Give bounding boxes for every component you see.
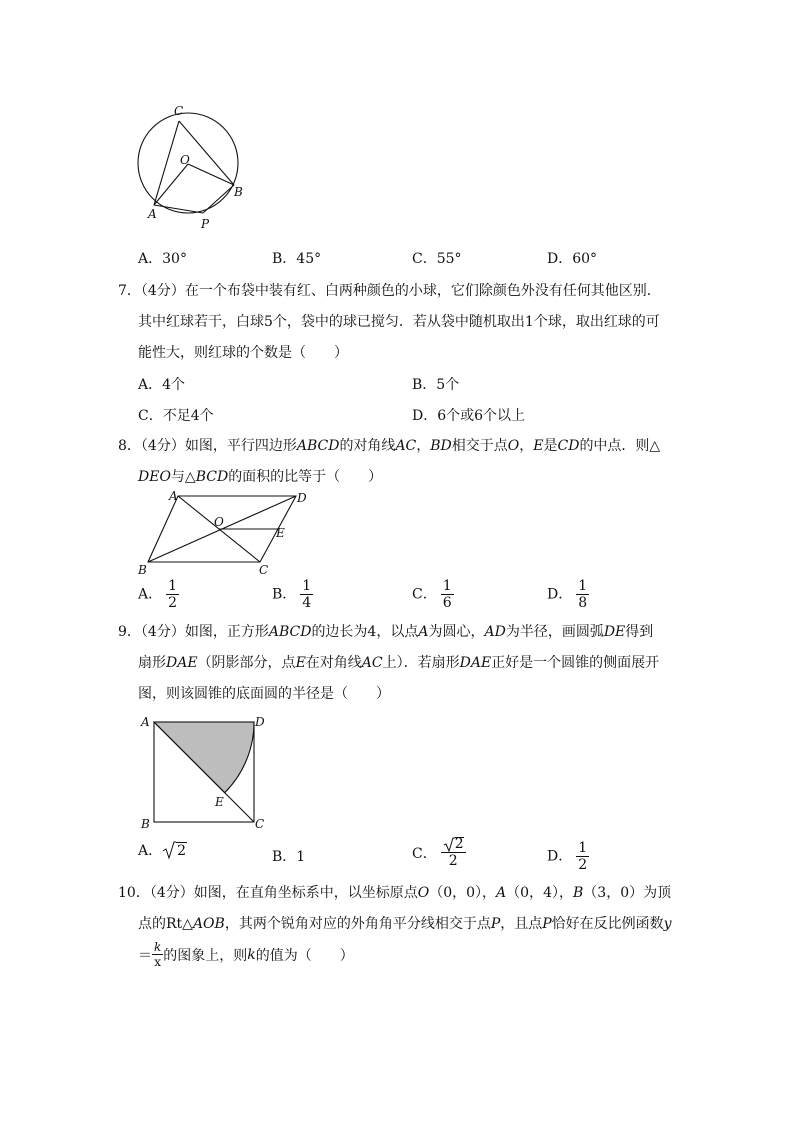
q8-label-a: A [169, 489, 178, 503]
q8-option-b: B． $\frac{1}{4}$ [272, 578, 312, 611]
q9-label-c: C [255, 817, 265, 831]
q8-option-d: D． $\frac{1}{8}$ [547, 578, 588, 611]
q8-label-c: C [259, 563, 269, 577]
q9-line-2: 扇形DAE（阴影部分，点E在对角线AC上）．若扇形DAE正好是一个圆锥的侧面展开 [138, 655, 660, 671]
q9-option-d: D． $\frac{1}{2}$ [547, 840, 588, 873]
q9-label-a: A [141, 715, 150, 729]
q8-option-c: C． $\frac{1}{6}$ [412, 578, 452, 611]
q9-label-e: E [215, 795, 224, 809]
q6-circle-figure [130, 100, 250, 235]
q7-line-2: 其中红球若干，白球5个，袋中的球已搅匀．若从袋中随机取出1个球，取出红球的可 [138, 314, 660, 330]
q8-line-1: 8．（4分）如图，平行四边形ABCD的对角线AC，BD相交于点O，E是CD的中点．则△ [118, 438, 661, 454]
q10-line-3: ＝ $\frac{k}{x}$ 的图象上，则 k 的值为（ ） [138, 940, 354, 969]
q8-label-b: B [138, 563, 147, 577]
q6-option-c: C．55° [412, 251, 462, 267]
q6-label-c: C [174, 104, 184, 118]
q6-label-p: P [201, 217, 210, 231]
q9-label-d: D [255, 715, 265, 729]
q9-option-b: B．1 [272, 849, 306, 865]
q7-option-c: C．不足4个 [138, 408, 214, 424]
q6-option-d: D．60° [547, 251, 598, 267]
q6-option-a: A．30° [138, 251, 187, 267]
q9-line-3: 图，则该圆锥的底面圆的半径是（ ） [138, 686, 390, 702]
q9-option-c: C． $\frac{2}{2}$ [412, 836, 464, 869]
q6-label-b: B [234, 185, 243, 199]
q7-option-b: B．5个 [412, 377, 460, 393]
q6-option-b: B．45° [272, 251, 322, 267]
q10-line-1: 10．（4分）如图，在直角坐标系中，以坐标原点O（0，0），A（0，4），B（3，0）为顶 [118, 885, 672, 901]
q6-label-o: O [180, 153, 190, 167]
q8-label-o: O [214, 515, 224, 529]
q9-sqrt-sign-c [443, 836, 455, 852]
q6-label-a: A [148, 207, 157, 221]
q8-line-2: DEO与△BCD的面积的比等于（ ） [138, 469, 383, 485]
q8-option-a: A． $\frac{1}{2}$ [138, 578, 178, 611]
q10-line-2: 点的Rt△AOB，其两个锐角对应的外角角平分线相交于点P，且点P恰好在反比例函数y [138, 916, 672, 932]
q9-option-a: A． 2 [138, 840, 187, 860]
q9-label-b: B [141, 817, 150, 831]
q9-line-1: 9．（4分）如图，正方形ABCD的边长为4，以点A为圆心，AD为半径，画圆弧DE得到 [118, 624, 654, 640]
q8-label-e: E [276, 526, 285, 540]
q8-parallelogram-figure [134, 488, 314, 580]
q7-line-1: 7．（4分）在一个布袋中装有红、白两种颜色的小球，它们除颜色外没有任何其他区别． [118, 283, 661, 299]
q7-option-d: D．6个或6个以上 [412, 408, 526, 424]
q9-sqrt-sign [162, 840, 176, 860]
q8-label-d: D [297, 491, 307, 505]
q9-square-figure [136, 712, 276, 834]
q7-option-a: A．4个 [138, 377, 186, 393]
q7-line-3: 能性大，则红球的个数是（ ） [138, 345, 348, 361]
